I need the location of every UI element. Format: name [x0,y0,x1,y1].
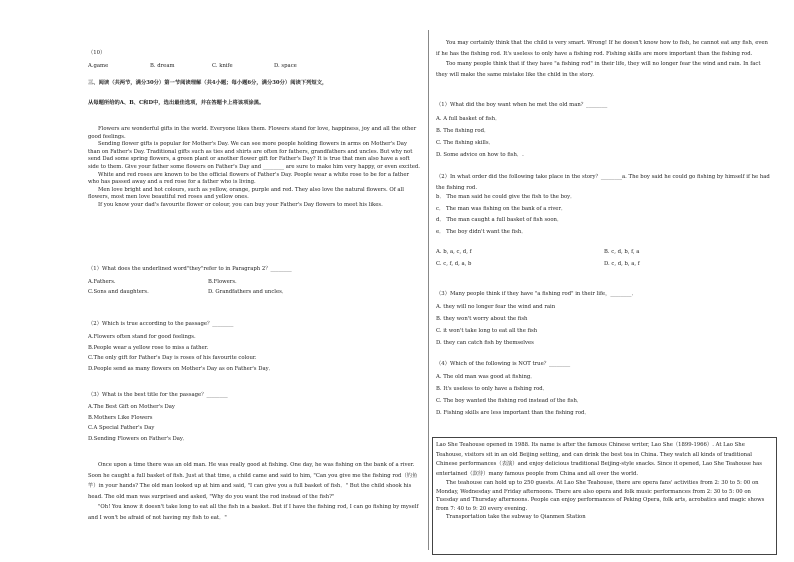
right-q2-stem: （2）In what order did the following take place in the story？________a. The boy said he could go fishing by himself if he had the fishing rod. [436,174,770,191]
section-instruction: 从每题所给的A、B、C和D中，选出最佳选项，并在答题卡上将该项涂黑。 [88,100,265,106]
right-q2-events [436,192,575,238]
right-q4-options [436,371,590,419]
option: B.Mothers Like Flowers [88,414,153,421]
teahouse-text-box [432,437,777,555]
option: C. The boy wanted the fishing rod instead of the fish． [436,398,583,404]
q10-option: D. space [274,63,297,69]
event-item: e． The boy didn't want the fish． [436,228,527,235]
option: C. it won't take long to eat all the fish [436,328,538,334]
option: B.Flowers. [208,279,237,285]
option: B. they won't worry about the fish [436,316,528,322]
option: C.Sons and daughters. [88,289,149,295]
passage-b-continued [436,38,772,80]
teahouse-paragraph: Lao She Teahouse opened in 1988. Its name is after the famous Chinese writer, Lao She（1899-1966）. At Lao She Teahouse, visitors sit in an old Beijing setting, and can drink the best tea in China. They watch all kinds of traditional Chinese performances（表演）and enjoy delicious traditional Beijing-style snacks. Since it opened, Lao She Teahouse has entertained（款待）many famous people from China and all over the world. [436,442,762,477]
teahouse-transportation: Transportation take the subway to Qianmen Station [446,514,586,520]
option: D.People send as many flowers on Mother's Day as on Father's Day． [88,365,274,372]
option: D. they can catch fish by themselves [436,340,534,346]
option: D. Fishing skills are less important than the fishing rod． [436,410,590,416]
passage-b-paragraph: You may certainly think that the child is very smart. Wrong! If he doesn't know how to fish, he cannot eat any fish, even if he has the fishing rod. It's useless to only have a fishing rod. Fishing skills are more important than the fishing rod. [436,40,768,57]
option: A.Flowers often stand for good feelings. [88,334,196,340]
teahouse-paragraph: The teahouse can hold up to 250 guests. At Lao She Teahouse, there are opera fans' activities from 2: 30 to 5: 00 on Monday, Wednesday and Friday afternoons. There are also opera and folk music performances from 2: 30 to 5: 00 on Tuesday and Thursday afternoons. People can enjoy performances of Peking Opera, folk arts, acrobatics and magic shows from 7: 40 to 9: 20 every evening. [436,480,765,512]
section-heading: 三、阅读（共两节，满分30分）第一节阅读理解（共4小题；每小题6分，满分30分）阅读下列短文， [88,80,328,86]
option: D. c, d, b, a, f [604,261,640,267]
column-divider [428,30,429,550]
option: D.Sending Flowers on Father's Day． [88,435,189,442]
left-q1-options [88,277,388,297]
option: D. Some advice on how to fish．. [436,152,524,158]
right-q1-options [436,113,524,161]
left-q3-stem: （3）What is the best title for the passage？________ [88,392,228,398]
option: A. b, a, c, d, f [436,249,472,255]
teahouse-text [436,441,772,521]
q10-options [88,63,388,69]
passage-a-paragraph: Sending flower gifts is popular for Mother's Day. We can see more people holding flowers in arms on Mother's Day than on Father's Day. Traditional gifts such as ties and shirts are often for fathers, grandfathers and uncles. But why not send Dad some spring flowers, a green plant or another flower gift for Father's Day? It is true that men also have a soft side to them. Give your father some flowers on Father's Day and ________ are sure to make him very happy, or even excited. [88,141,420,170]
option: B.People wear a yellow rose to miss a father. [88,344,209,351]
left-q3-options [88,402,188,444]
right-q1-stem: （1）What did the boy want when he met the old man？________ [436,102,608,108]
option: C. The fishing skills． [436,140,494,146]
option: A.The Best Gift on Mother's Day [88,404,175,410]
passage-a-paragraph: White and red roses are known to be the official flowers of Father's Day. People wear a white rose to be for a father who has passed away and a red rose for a father who is living. [88,171,409,186]
event-item: b． The man said he could give the fish to the boy． [436,194,576,200]
passage-a-paragraph: Flowers are wonderful gifts in the world. Everyone likes them. Flowers stand for love, happiness, joy and all the other good feelings. [88,126,417,140]
option: C.The only gift for Father's Day is roses of his favourite colour. [88,355,257,361]
passage-a [88,126,420,210]
passage-b-paragraph: Once upon a time there was an old man. He was really good at fishing. One day, he was fishing on the bank of a river. Soon he caught a full basket of fish. Just at that time, a child came and said to him, "Can you give me the fishing rod（钓鱼竿）in your hands? The old man looked up at him and said, "I can give you a full basket of fish．" But the child shook his head. The old man was surprised and asked, "Why do you want the rod instead of the fish?" [88,462,418,500]
event-item: c． The man was fishing on the bank of a river． [436,205,567,212]
q10-option: B. dream [150,63,175,69]
q10-number: （10） [88,50,106,56]
passage-b [88,460,420,524]
left-q2-stem: （2）Which is true according to the passage？________ [88,321,234,327]
option: C.A Special Father's Day [88,425,155,431]
left-q1-stem: （1）What does the underlined word"they"refer to in Paragraph 2？________ [88,266,292,272]
right-q4-stem: （4）Which of the following is NOT true？________ [436,361,571,367]
passage-b-paragraph: "Oh! You know it doesn't take long to eat all the fish in a basket. But if I have the fishing rod, I can go fishing by myself and I won't be afraid of not having my fish to eat．" [88,504,419,521]
option: A. A full basket of fish． [436,116,501,122]
option: B. The fishing rod． [436,128,490,134]
right-q3-stem: （3）Many people think if they have "a fishing rod" in their life，________． [436,291,637,297]
event-item: d． The man caught a full basket of fish soon． [436,217,563,223]
option: A. The old man was good at fishing． [436,374,536,380]
option: A. they will no longer fear the wind and rain [436,304,556,310]
q10-option: C. knife [212,63,233,69]
option: C. c, f, d, a, b [436,261,472,267]
passage-a-paragraph: Men love bright and hot colours, such as yellow, orange, purple and red. They also love the natural flowers. Of all flowers, most men love beautiful red roses and yellow ones. [88,186,404,201]
option: B. It's useless to only have a fishing rod． [436,386,548,392]
passage-b-paragraph: Too many people think that if they have "a fishing rod" in their life, they will no longer fear the wind and rain. In fact they will make the same mistake like the child in the story. [436,61,761,78]
left-q2-options [88,332,274,374]
right-q3-options [436,301,555,349]
passage-a-paragraph: If you know your dad's favourite flower or colour, you can buy your Father's Day flowers to meet his likes. [98,201,383,208]
option: D. Grandfathers and uncles． [208,289,288,295]
q10-option: A.game [88,63,109,69]
option: B. c, d, b, f, a [604,249,640,255]
right-q2-options [436,246,772,270]
option: A.Fathers. [88,279,116,285]
